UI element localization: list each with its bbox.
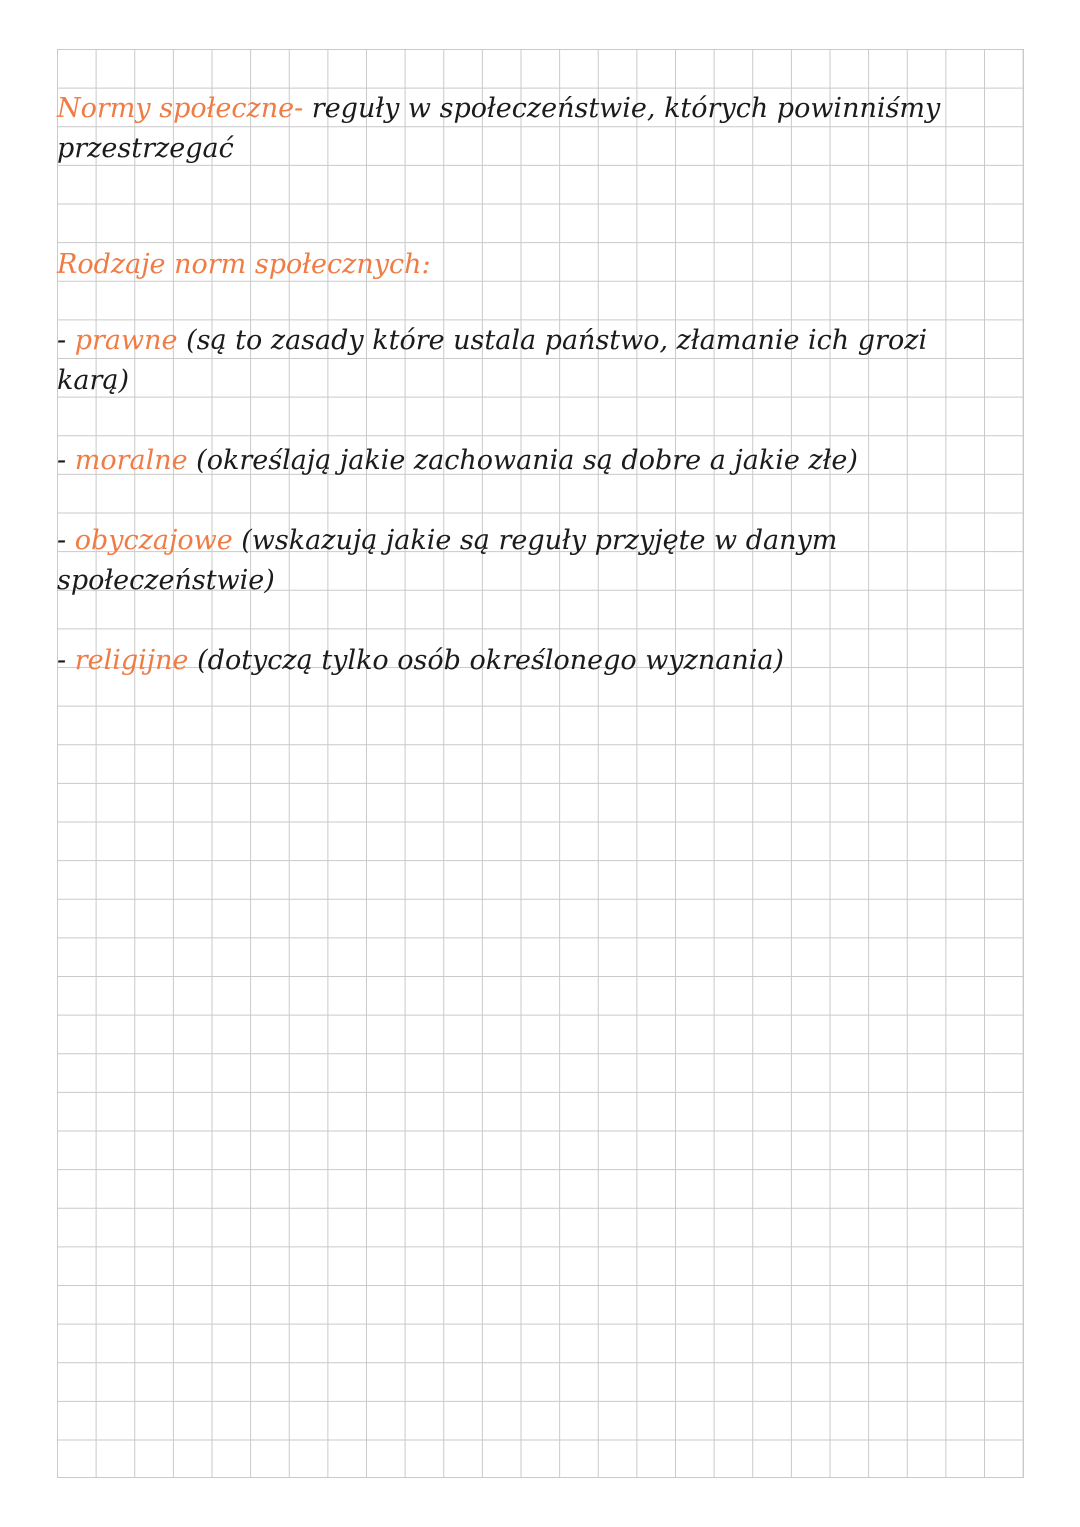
list-dash: - (57, 325, 75, 356)
norm-description: (określają jakie zachowania są dobre a jakie złe) (187, 445, 858, 476)
definition-line-1 (57, 89, 940, 129)
norm-description: (są to zasady które ustala państwo, złamanie ich grozi (177, 325, 928, 356)
norm-item-prawne (57, 321, 927, 361)
norm-description: (dotyczą tylko osób określonego wyznania) (188, 645, 784, 676)
list-dash: - (57, 525, 75, 556)
norm-name: obyczajowe (74, 525, 233, 556)
definition-line-2: przestrzegać (57, 133, 234, 164)
norm-description: (wskazują jakie są reguły przyjęte w danym (232, 525, 838, 556)
definition-term: Normy społeczne- (57, 93, 304, 124)
norm-item-moralne (57, 441, 858, 481)
norm-name: moralne (74, 445, 188, 476)
section-heading: Rodzaje norm społecznych: (57, 249, 431, 280)
grid-paper (57, 49, 1024, 1478)
definition-text: reguły w społeczeństwie, których powinniśmy (303, 93, 941, 124)
norm-description-continued: społeczeństwie) (57, 565, 275, 596)
norm-description-continued: karą) (57, 365, 129, 396)
norm-item-obyczajowe (57, 521, 837, 561)
norm-name: prawne (74, 325, 178, 356)
norm-name: religijne (74, 645, 189, 676)
list-dash: - (57, 645, 75, 676)
list-dash: - (57, 445, 75, 476)
norm-item-religijne (57, 641, 784, 681)
